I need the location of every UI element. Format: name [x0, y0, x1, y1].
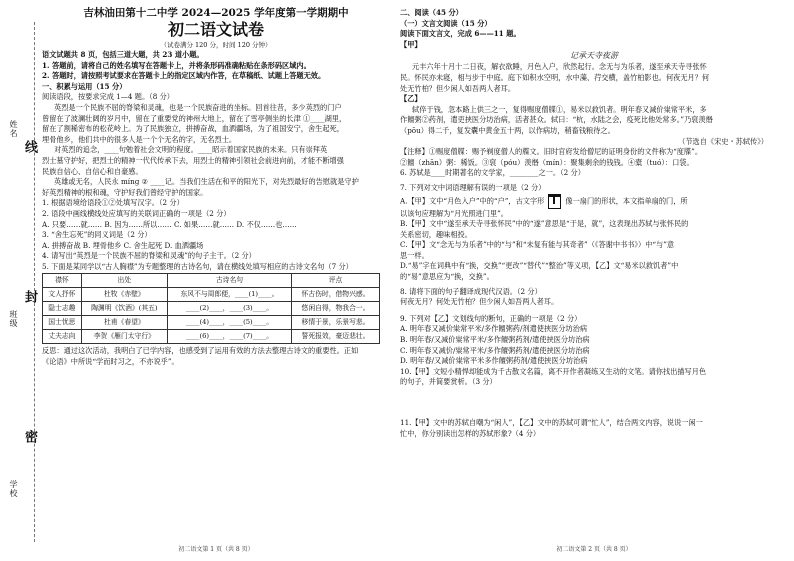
class-label: 班级 [9, 310, 18, 328]
question-7-option-a-cont: 以该句应理解为“月光照进门里”。 [400, 208, 508, 218]
poem-title: 记承天寺夜游 [570, 51, 618, 61]
passage-line: 曾留在了波澜壮阔的岁月中，留在了重要党的神州大地上，留在了雪亭侧坐的长津 ①____湖里， [42, 113, 347, 123]
table-header: 古诗名句 [167, 274, 291, 288]
question-3-options: A. 拼搏奋战 B. 埋骨他乡 C. 舍生起死 D. 血洒疆场 [42, 240, 204, 250]
note-1: 1. 答题前，请将自己的姓名填写在答题卡上，并将条形码准确粘贴在条形码区域内。 [42, 60, 311, 70]
name-label: 姓名 [9, 120, 18, 138]
option-a-part: 像一扇门的形状，本文指单扇的门，所 [565, 196, 688, 205]
jia-text-line: 元丰六年十月十二日夜，解衣欲睡，月色入户，欣然起行。念无与为乐者，遂至承天寺寻张怀 [412, 62, 707, 72]
source-note: （节选自《宋史・苏轼传》） [678, 136, 768, 146]
page-two [400, 0, 788, 561]
jia-text-line: 处无竹柏？但少闲人如吾两人者耳。 [400, 83, 516, 93]
question-8-sentence: 何夜无月？何处无竹柏？但少闲人如吾两人者耳。 [400, 297, 559, 307]
question-9-option: A. 明年春又减价粜常平米/多作饘粥药/剂遣使挟医分坊治病 [400, 324, 588, 334]
question-7-option: D.“易”字在词典中有“换，交换”“更改”“替代”“整治”等义项，【乙】文“易米以救饥者”中 [400, 261, 679, 271]
question-7-option: B.【甲】文中“遂至承天寺寻张怀民”中的“遂”意思是“于是，就”，这表现出苏轼与张怀民的 [400, 219, 689, 229]
question-5: 5. 下面是某同学以“古人胸襟”为专题整理的古诗名句，请在横线处填写相应的古诗文名句（7 分） [42, 261, 353, 271]
question-7-option: 思一样。 [400, 250, 429, 260]
passage-line: 好英烈精神的根和魂，守护好我们曾经守护的国家。 [42, 187, 208, 197]
table-cell: 誓死报效，豪迈悲壮。 [292, 330, 380, 344]
annotation-line: ②饘（zhān）粥：稀饭。③裒（póu）羡缗（mín）：聚集剩余的钱钱。④橐（tuó）：口袋。 [400, 157, 694, 167]
exam-title: 初二语文试卷 [167, 20, 264, 39]
page-footer: 初二语文第 2 页（共 8 页） [556, 546, 632, 553]
question-7-option-a [400, 194, 788, 209]
door-glyph-icon [548, 194, 561, 209]
table-cell: 杜甫《春望》 [81, 316, 167, 330]
question-2-options: A. 只要……就…… B. 因为……所以…… C. 如果……就…… D. 不仅……也…… [42, 219, 297, 229]
table-header-row [43, 274, 380, 288]
table-cell: 杜牧《赤壁》 [81, 288, 167, 302]
table-cell: 怀古伤时，借物兴感。 [292, 288, 380, 302]
school-title: 吉林油田第十二中学 2024—2025 学年度第一学期期中 [83, 7, 349, 19]
question-9: 9. 下列对【乙】文划线句的断句，正确的一项是（2 分） [400, 313, 582, 323]
question-9-option: D. 明年春/又减价粜常平米多作饘粥药剂/遣使挟医分坊治病 [400, 356, 588, 366]
yi-text-line: 作饘粥②药剂，遣吏挟医分坊治病，活者甚众。轼曰：“杭，水陆之会，疫死比他处常多。”乃裒羡缗 [400, 115, 713, 125]
binding-margin [0, 0, 40, 561]
table-cell: 文人抒怀 [43, 288, 82, 302]
jia-text-line: 民。怀民亦未寝，相与步于中庭。庭下如积水空明，水中藻、荇交横，盖竹柏影也。何夜无月？何 [400, 72, 710, 82]
passage-line: 民族自信心、自信心和自豪感。 [42, 166, 143, 176]
table-header: 评点 [292, 274, 380, 288]
jia-label: 【甲】 [400, 39, 422, 49]
table-cell: 东风不与周郎便，____(1)____。 [167, 288, 291, 302]
table-cell: 国士忧思 [43, 316, 82, 330]
table-row [43, 330, 380, 344]
passage-line: 烈士墓守护好，把烈士的精神一代代传承下去，用烈士的精神引领社会前进向前，才能不断增强 [42, 155, 344, 165]
passage-line: 英烈是一个民族不屈的脊梁和灵魂，也是一个民族奋进的坐标。回首往昔，多少英烈的门户 [54, 102, 342, 112]
table-row [43, 316, 380, 330]
table-cell: 李贺《雁门太守行》 [81, 330, 167, 344]
page-footer: 初二语文第 1 页（共 8 页） [178, 546, 254, 553]
question-4: 4. 请写出“英烈是一个民族不屈的脊梁和灵魂”的句子主干。（2 分） [42, 251, 256, 261]
table-header: 出处 [81, 274, 167, 288]
school-label: 学校 [9, 480, 18, 498]
seal-line [34, 22, 35, 542]
passage-line: 埋骨他乡，他们共中的很多人是一个个无名的字，无名烈士。 [42, 134, 237, 144]
question-11: 11.【甲】文中的苏轼自嘲为“闲人”，【乙】文中的苏轼可谓“忙人”，结合两文内容，说说一闲一 [400, 418, 703, 427]
poem-table [42, 273, 380, 344]
table-cell: ____(2)____，____(3)____。 [167, 302, 291, 316]
note-2: 2. 答题时，请按照考试要求在答题卡上的指定区域内作答，在草稿纸、试题上答题无效。 [42, 71, 326, 81]
question-9-option: B. 明年春/又减价粜常平米/多作饘粥药剂/遣使挟医分坊治病 [400, 335, 590, 345]
passage-line: 留在了割稀密布的松花岭上。为了民族独立，拼搏奋战，血洒疆场，为了祖国安宁，舍生起死， [42, 124, 344, 134]
seal-char-2: 封 [22, 290, 37, 303]
passage-intro: 阅读语段，按要求完成 1—4 题。（8 分） [42, 92, 174, 102]
option-a-part: A.【甲】文中“月色入户”中的“户”，古文字形 [400, 196, 545, 205]
question-2: 2. 语段中画线横线处应填写的关联词正确的一项是（2 分） [42, 208, 231, 218]
section-2-heading: 二、阅读（45 分） [400, 8, 463, 17]
question-6: 6. 苏轼是____时期著名的文学家，________之一。（2 分） [400, 168, 585, 178]
table-cell: 悠闲自得，物我合一。 [292, 302, 380, 316]
yi-text-line: （pōu）得二千，复发囊中黄金五十两，以作病坊，稍畜钱粮待之。 [400, 125, 615, 135]
reflection-line: 《论语》中所说“学而时习之，不亦说乎”。 [42, 357, 179, 367]
page-one [42, 0, 390, 561]
intro-text: 语文试题共 8 页，包括三道大题，共 23 道小题。 [42, 50, 204, 59]
question-1: 1. 根据语境给语段①②处填写汉字。（2 分） [42, 198, 184, 208]
table-cell: ____(4)____，____(5)____。 [167, 316, 291, 330]
passage-line: 英雄或无名，人民永 mínɡ ② ____记。当我们生活在和平的阳光下，对先烈最好的告慰就是守护 [54, 177, 359, 187]
section-1-heading: 一、积累与运用（15 分） [42, 81, 127, 91]
yi-label: 【乙】 [400, 94, 422, 104]
table-row [43, 302, 380, 316]
table-cell: 移情于景，乐景写悲。 [292, 316, 380, 330]
question-8: 8. 请将下面的句子翻译成现代汉语。（2 分） [400, 286, 542, 296]
question-7: 7. 下列对文中词语理解有误的一项是（2 分） [400, 182, 546, 192]
question-9-option: C. 明年春又减价/粜常平米/多作饘粥药剂/遣使挟医分坊治病 [400, 345, 590, 355]
question-7-option: 的“易”意思应为“换，交换”。 [400, 272, 494, 282]
table-cell: 陶渊明《饮酒》(其五) [81, 302, 167, 316]
table-cell: 丈夫志向 [43, 330, 82, 344]
reading-intro: 阅读下面文言文，完成 6——11 题。 [400, 29, 521, 39]
reflection-line: 反思：通过这次活动，我明白了已学内容，也感受到了运用有效的方法去整理古诗文的重要性。正如 [42, 346, 359, 356]
annotation-line: 【注释】①赐度僧牒：赐予剃度僧人的牒文。旧时官府发给僧尼的证明身份的文件称为“度牒”。 [400, 147, 703, 157]
table-row [43, 288, 380, 302]
seal-char-1: 线 [22, 140, 37, 153]
yi-text-line: 轼倅于钱，忽本路上供三之一，复得赐度僧牒①，易米以救饥者。明年春又减价粜常平米，多 [412, 104, 707, 114]
table-header: 襟怀 [43, 274, 82, 288]
subsection-heading: （一）文言文阅读（15 分） [400, 18, 492, 28]
passage-line: 对英烈的追念，____句勉着社会文明的程度。____昭示着国家民族的未来。只有崇拜英 [54, 145, 328, 155]
question-7-option: C.【甲】文“念无与为乐者”中的“与”和“未复有能与其奇者”（《答谢中书书》）中“与”意 [400, 240, 675, 250]
table-cell: ____(6)____，____(7)____。 [167, 330, 291, 344]
question-11-cont: 忙中，你分别读出怎样的苏轼形象?（4 分） [400, 428, 541, 438]
question-3: 3. “舍生忘死”的同义词是（2 分） [42, 230, 152, 240]
question-7-option: 关系密切，趣味相投。 [400, 229, 472, 239]
exam-info: （试卷满分 120 分，时间 120 分钟） [160, 41, 272, 49]
question-10: 10.【甲】文短小精悍却能成为千古散文名篇，离不开作者凝练又生动的文笔。请你找出描写月色 [400, 366, 707, 376]
seal-char-3: 密 [22, 430, 37, 443]
question-10-cont: 的句子，并简要赏析。（3 分） [400, 377, 497, 387]
table-cell: 隐士志趣 [43, 302, 82, 316]
